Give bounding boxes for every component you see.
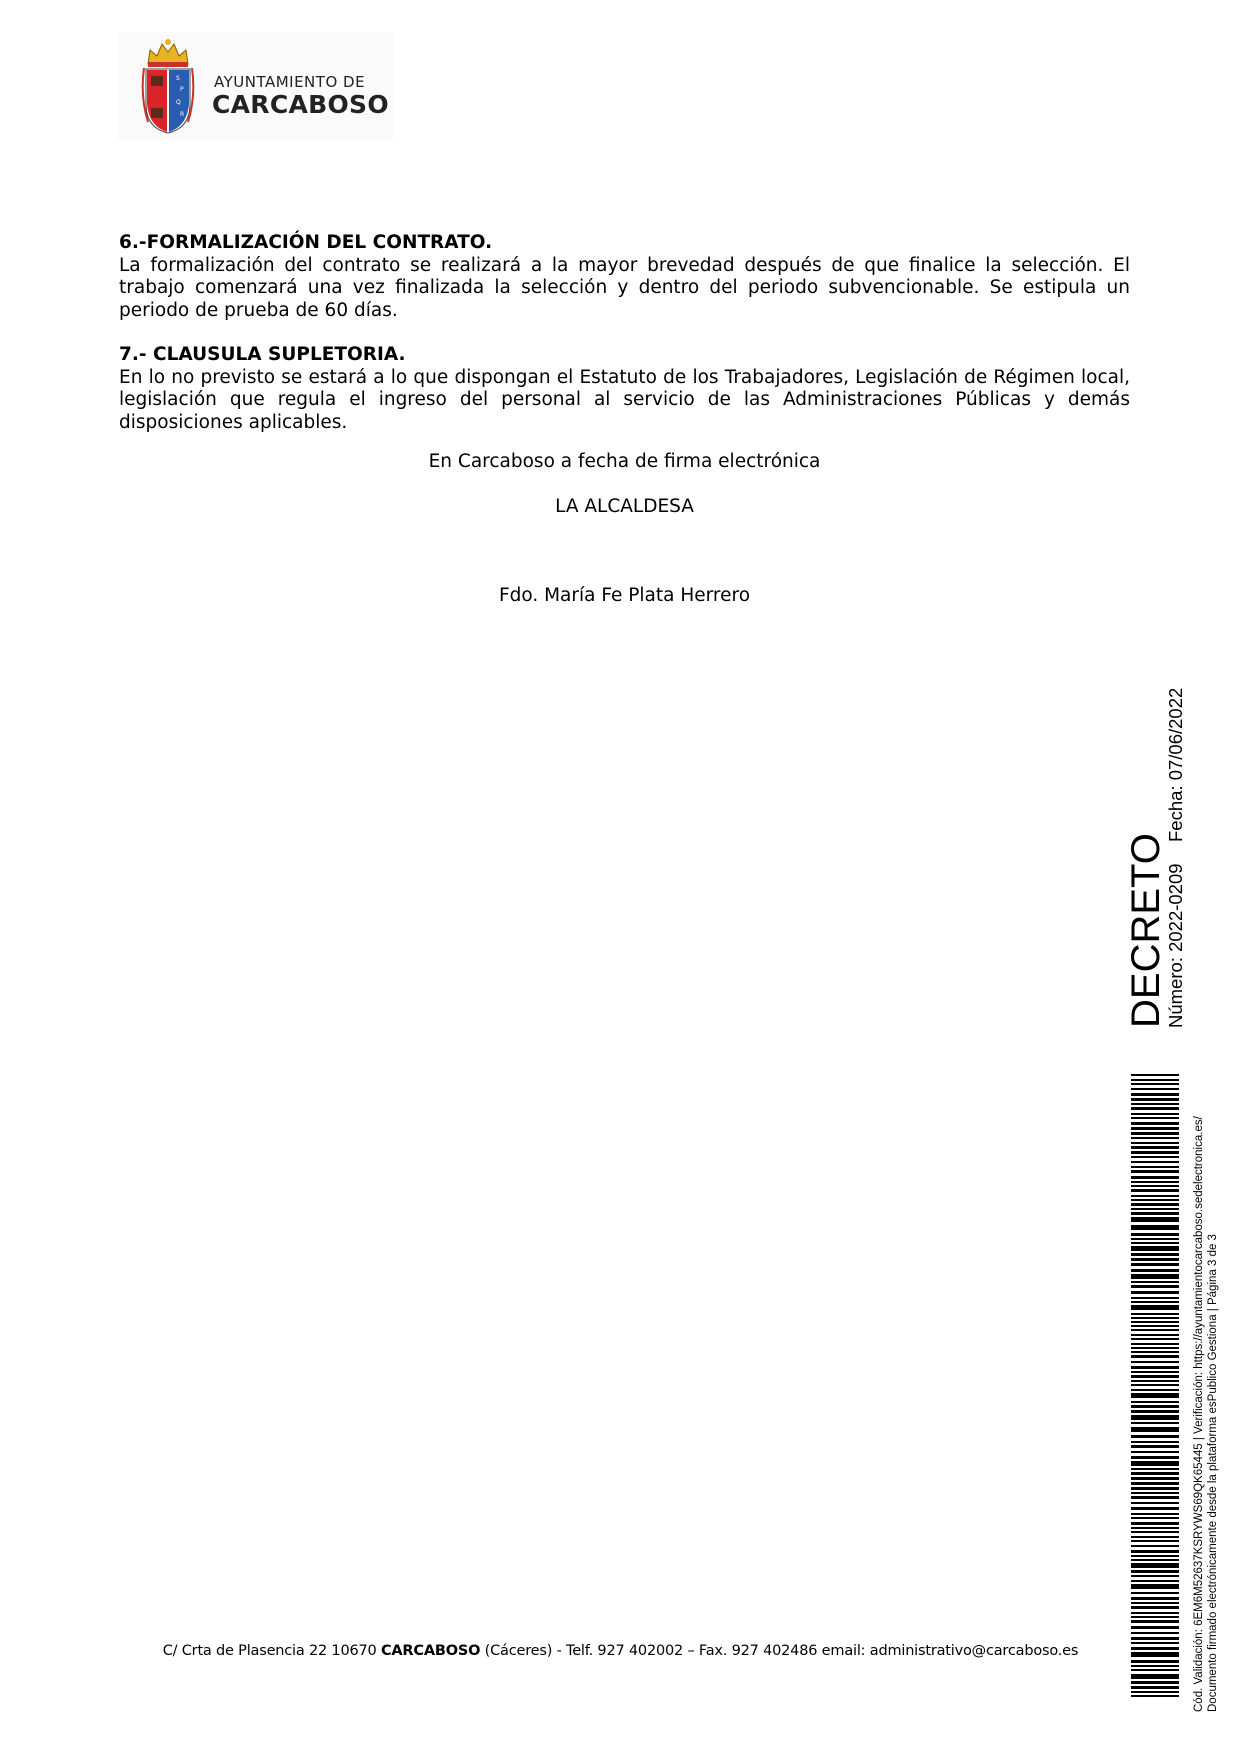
barcode-bar [1131, 1482, 1179, 1485]
barcode-bar [1131, 1258, 1179, 1261]
svg-text:P: P [180, 86, 184, 93]
barcode-bar [1131, 1142, 1179, 1144]
barcode-bar [1131, 1389, 1179, 1391]
barcode-bar [1131, 1083, 1179, 1085]
barcode-bar [1131, 1496, 1179, 1499]
barcode-bar [1131, 1384, 1179, 1386]
barcode-bar [1131, 1285, 1179, 1288]
barcode-bar [1131, 1487, 1179, 1490]
barcode-bar [1131, 1263, 1179, 1266]
barcode-bar [1131, 1074, 1179, 1076]
barcode-bar [1131, 1540, 1179, 1542]
barcode-bar [1131, 1405, 1179, 1408]
signer-name: Fdo. María Fe Plata Herrero [498, 585, 751, 606]
document-body [119, 232, 1130, 434]
barcode-bar [1131, 1146, 1179, 1149]
footer-address-suffix: (Cáceres) - Telf. 927 402002 – Fax. 927 402486 email: administrativo@carcaboso.es [480, 1643, 1079, 1659]
barcode-bar [1131, 1185, 1179, 1187]
footer-address-prefix: C/ Crta de Plasencia 22 10670 [162, 1643, 381, 1659]
barcode-bar [1131, 1536, 1179, 1538]
stamp-fecha: Fecha: 07/06/2022 [1165, 687, 1186, 842]
barcode-bar [1131, 1161, 1179, 1163]
barcode-bar [1131, 1422, 1179, 1424]
barcode-bar [1131, 1637, 1179, 1640]
barcode-bar [1131, 1098, 1179, 1101]
barcode-bar [1131, 1225, 1179, 1230]
barcode-bar [1131, 1626, 1179, 1629]
barcode-bar [1131, 1550, 1179, 1553]
barcode-bar [1131, 1281, 1179, 1283]
barcode-bar [1131, 1274, 1179, 1279]
barcode-bar [1131, 1584, 1179, 1589]
section-title-formalizacion: 6.-FORMALIZACIÓN DEL CONTRATO. [119, 232, 493, 253]
barcode-bar [1131, 1199, 1179, 1201]
barcode-bar [1131, 1334, 1179, 1336]
svg-text:Q: Q [176, 99, 181, 106]
barcode-bar [1131, 1079, 1179, 1081]
barcode-bar [1131, 1093, 1179, 1096]
barcode-bar [1131, 1642, 1179, 1644]
barcode-bar [1131, 1238, 1179, 1240]
barcode-bar [1131, 1313, 1179, 1315]
stamp-validation-line1: Cód. Validación: 6EM6M52637KSRYWS69QK65445 | Verificación: https://ayuntamientocarcaboso.sedelectronica.es/ [1193, 1116, 1205, 1712]
barcode-bar [1131, 1156, 1179, 1158]
barcode-bar [1131, 1301, 1179, 1303]
barcode-bar [1131, 1531, 1179, 1533]
logo-title-line2: CARCABOSO [212, 90, 389, 119]
barcode-bar [1131, 1502, 1179, 1504]
section-title-clausula: 7.- CLAUSULA SUPLETORIA. [119, 344, 406, 365]
barcode-bar [1131, 1181, 1179, 1183]
barcode-bar [1131, 1441, 1179, 1443]
barcode-bar [1131, 1563, 1179, 1568]
barcode-bar [1131, 1580, 1179, 1582]
barcode-bar [1131, 1570, 1179, 1573]
barcode-bar [1131, 1233, 1179, 1236]
barcode-bar [1131, 1375, 1179, 1378]
barcode-bar [1131, 1366, 1179, 1369]
stamp-numero: Número: 2022-0209 [1165, 863, 1186, 1028]
barcode-bar [1131, 1665, 1179, 1667]
barcode-bar [1131, 1189, 1179, 1192]
barcode-bar [1131, 1545, 1179, 1547]
footer-town: CARCABOSO [380, 1643, 481, 1659]
barcode-bar [1131, 1195, 1179, 1197]
barcode-bar [1131, 1242, 1179, 1244]
barcode-bar [1131, 1559, 1179, 1561]
barcode-bar [1131, 1170, 1179, 1173]
section-text-clausula: En lo no previsto se estará a lo que dispongan el Estatuto de los Trabajadores, Legislación de Régimen local, legislación que regula el ingreso del personal al servicio de las Administraciones Públicas y demás disposiciones aplicables. [119, 366, 1130, 433]
barcode-bar [1131, 1669, 1179, 1671]
barcode-bar [1131, 1088, 1179, 1090]
barcode-bar [1131, 1338, 1179, 1340]
barcode-bar [1131, 1612, 1179, 1614]
barcode-bar [1131, 1445, 1179, 1448]
header-logo [118, 32, 393, 140]
barcode-bar [1131, 1616, 1179, 1618]
barcode-bar [1131, 1660, 1179, 1663]
barcode-bar [1131, 1393, 1179, 1398]
barcode-bar [1131, 1597, 1179, 1600]
barcode-bar [1131, 1691, 1179, 1693]
barcode-bar [1131, 1380, 1179, 1382]
barcode-icon [1131, 1074, 1181, 1700]
barcode-bar [1131, 1606, 1179, 1609]
barcode-bar [1131, 1217, 1179, 1222]
barcode-bar [1131, 1329, 1179, 1331]
barcode-bar [1131, 1695, 1179, 1697]
barcode-bar [1131, 1103, 1179, 1105]
barcode-bar [1131, 1212, 1179, 1215]
section-text-formalizacion: La formalización del contrato se realizará a la mayor brevedad después de que finalice la selección. El trabajo comenzará una vez finalizada la selección y dentro del periodo subvencionable. Se estipula un periodo de prueba de 60 días. [119, 254, 1130, 321]
coat-of-arms-icon [140, 36, 196, 136]
barcode-bar [1131, 1468, 1179, 1470]
barcode-bar [1131, 1492, 1179, 1494]
barcode-bar [1131, 1361, 1179, 1363]
barcode-bar [1131, 1427, 1179, 1432]
barcode-bar [1131, 1632, 1179, 1634]
barcode-bar [1131, 1343, 1179, 1345]
barcode-bar [1131, 1166, 1179, 1168]
barcode-bar [1131, 1117, 1179, 1119]
barcode-bar [1131, 1451, 1179, 1453]
barcode-bar [1131, 1321, 1179, 1323]
barcode-bar [1131, 1401, 1179, 1403]
barcode-bar [1131, 1127, 1179, 1130]
barcode-bar [1131, 1355, 1179, 1358]
barcode-bar [1131, 1269, 1179, 1272]
barcode-bar [1131, 1107, 1179, 1110]
barcode-bar [1131, 1461, 1179, 1466]
barcode-bar [1131, 1246, 1179, 1251]
barcode-bar [1131, 1151, 1179, 1154]
barcode-bar [1131, 1203, 1179, 1206]
place-date: En Carcaboso a fecha de firma electrónica [428, 451, 821, 472]
barcode-bar [1131, 1602, 1179, 1604]
barcode-bar [1131, 1208, 1179, 1210]
barcode-bar [1131, 1297, 1179, 1299]
logo-title-line1: AYUNTAMIENTO DE [214, 73, 366, 91]
barcode-bar [1131, 1575, 1179, 1577]
barcode-bar [1131, 1410, 1179, 1413]
barcode-bar [1131, 1513, 1179, 1515]
barcode-bar [1131, 1507, 1179, 1510]
barcode-bar [1131, 1305, 1179, 1310]
barcode-bar [1131, 1291, 1179, 1294]
barcode-bar [1131, 1435, 1179, 1438]
svg-text:R: R [180, 111, 185, 118]
barcode-bar [1131, 1517, 1179, 1519]
barcode-bar [1131, 1527, 1179, 1529]
barcode-bar [1131, 1620, 1179, 1623]
barcode-bar [1131, 1522, 1179, 1525]
barcode-bar [1131, 1122, 1179, 1125]
svg-text:S: S [176, 75, 180, 82]
barcode-bar [1131, 1371, 1179, 1373]
barcode-bar [1131, 1456, 1179, 1459]
barcode-bar [1131, 1325, 1179, 1327]
barcode-bar [1131, 1472, 1179, 1475]
barcode-bar [1131, 1681, 1179, 1684]
barcode-bar [1131, 1176, 1179, 1179]
barcode-bar [1131, 1592, 1179, 1594]
barcode-bar [1131, 1113, 1179, 1115]
stamp-validation-line2: Documento firmado electrónicamente desde la plataforma esPublico Gestiona | Página 3 de 3 [1207, 1234, 1219, 1712]
barcode-bar [1131, 1647, 1179, 1650]
barcode-bar [1131, 1253, 1179, 1256]
barcode-bar [1131, 1351, 1179, 1353]
barcode-bar [1131, 1477, 1179, 1480]
footer-address [0, 1643, 1241, 1659]
barcode-bar [1131, 1686, 1179, 1689]
barcode-bar [1131, 1555, 1179, 1557]
signer-role: LA ALCALDESA [555, 496, 694, 517]
barcode-bar [1131, 1652, 1179, 1657]
barcode-bar [1131, 1415, 1179, 1420]
barcode-bar [1131, 1137, 1179, 1139]
barcode-bar [1131, 1132, 1179, 1135]
barcode-bar [1131, 1674, 1179, 1679]
barcode-bar [1131, 1347, 1179, 1349]
stamp-decreto: DECRETO [1124, 833, 1168, 1028]
barcode-bar [1131, 1317, 1179, 1319]
